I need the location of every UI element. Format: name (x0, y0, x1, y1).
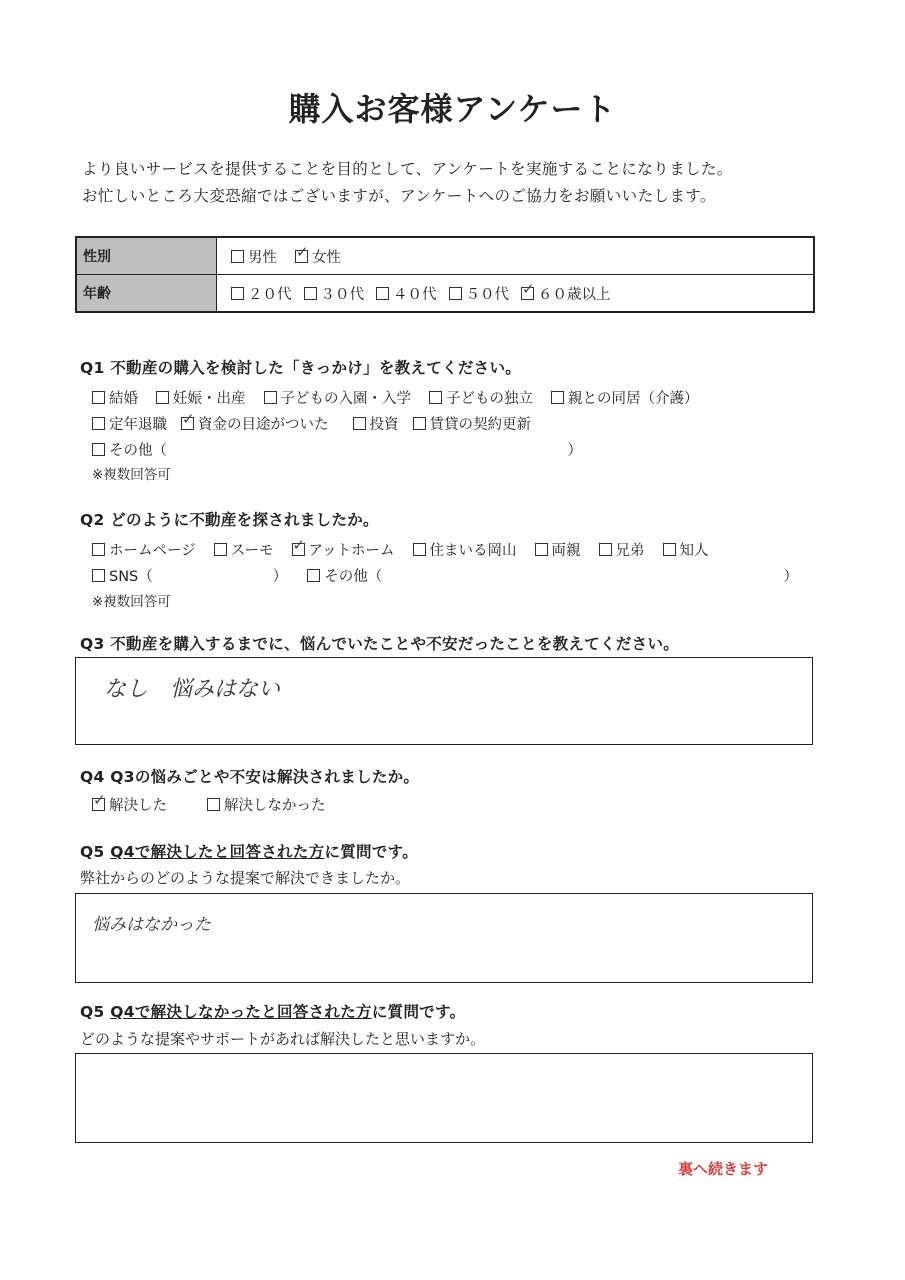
q1-row-3 (92, 439, 582, 460)
q2-option-homepage[interactable]: ホームページ (92, 539, 196, 560)
checkbox-checked-icon[interactable] (292, 543, 305, 556)
checkbox-icon[interactable] (307, 569, 320, 582)
q1-note: ※複数回答可 (92, 467, 171, 483)
q2-option-other[interactable]: その他（ (307, 565, 382, 586)
q1-other-close: ） (567, 443, 582, 459)
q2-option-suumo[interactable]: スーモ (214, 539, 274, 560)
q4-options (92, 794, 344, 815)
checkbox-icon[interactable] (92, 391, 105, 404)
q1-option-investment[interactable]: 投資 (353, 413, 399, 434)
page-title: 購入お客様アンケート (288, 90, 617, 128)
q1-option-marriage[interactable]: 結婚 (92, 387, 138, 408)
q5b-answer-box[interactable] (75, 1053, 813, 1143)
intro-line-2: お忙しいところ大変恐縮ではございますが、アンケートへのご協力をお願いいたします。 (82, 187, 716, 205)
checkbox-icon[interactable] (92, 569, 105, 582)
checkbox-icon[interactable] (353, 417, 366, 430)
q1-option-school[interactable]: 子どもの入園・入学 (264, 387, 412, 408)
checkbox-icon[interactable] (264, 391, 277, 404)
q2-option-siblings[interactable]: 兄弟 (599, 539, 645, 560)
checkbox-checked-icon[interactable] (295, 250, 308, 263)
q2-option-athome[interactable]: ✓ アットホーム (292, 539, 395, 560)
checkbox-icon[interactable] (551, 391, 564, 404)
q1-row-1 (92, 387, 699, 408)
q1-option-parents[interactable]: 親との同居（介護） (551, 387, 699, 408)
q1-option-lease-renewal[interactable]: 賃貸の契約更新 (413, 413, 532, 434)
q5b-subtitle: どのような提案やサポートがあれば解決したと思いますか。 (80, 1030, 486, 1048)
q1-title: Q1 不動産の購入を検討した「きっかけ」を教えてください。 (80, 359, 522, 377)
q2-sns-close: ） (272, 569, 288, 585)
q1-option-pregnancy[interactable]: 妊娠・出産 (156, 387, 246, 408)
q5a-answer-box[interactable] (75, 893, 813, 983)
checkbox-icon[interactable] (449, 287, 462, 300)
q2-note: ※複数回答可 (92, 594, 171, 610)
q2-title: Q2 どのように不動産を探されましたか。 (80, 511, 379, 529)
age-option-30s[interactable]: ３０代 (304, 283, 365, 304)
checkbox-icon[interactable] (376, 287, 389, 300)
checkbox-icon[interactable] (231, 287, 244, 300)
q5a-subtitle: 弊社からのどのような提案で解決できましたか。 (80, 869, 411, 887)
q2-option-acquaintance[interactable]: 知人 (663, 539, 709, 560)
checkbox-icon[interactable] (92, 543, 105, 556)
demographics-table (75, 236, 815, 313)
checkbox-icon[interactable] (92, 443, 105, 456)
checkbox-icon[interactable] (214, 543, 227, 556)
q4-option-resolved[interactable]: ✓ 解決した (92, 794, 167, 815)
q1-option-independence[interactable]: 子どもの独立 (429, 387, 533, 408)
checkbox-checked-icon[interactable] (521, 287, 534, 300)
age-option-50s[interactable]: ５０代 (449, 283, 510, 304)
age-label: 年齢 (77, 275, 217, 311)
checkbox-icon[interactable] (156, 391, 169, 404)
age-option-20s[interactable]: ２０代 (231, 283, 292, 304)
gender-option-male[interactable]: 男性 (231, 246, 277, 267)
q1-option-retirement[interactable]: 定年退職 (92, 413, 167, 434)
checkbox-icon[interactable] (231, 250, 244, 263)
q3-handwritten-answer: なし 悩みはない (104, 677, 281, 702)
checkbox-icon[interactable] (207, 798, 220, 811)
checkbox-icon[interactable] (663, 543, 676, 556)
q2-row-2 (92, 565, 798, 586)
checkbox-icon[interactable] (535, 543, 548, 556)
gender-label: 性別 (77, 238, 217, 274)
q5a-handwritten-answer: 悩みはなかった (92, 915, 211, 935)
checkbox-icon[interactable] (413, 543, 426, 556)
checkbox-icon[interactable] (304, 287, 317, 300)
continue-on-back-note: 裏へ続きます (678, 1160, 769, 1178)
q2-option-parents[interactable]: 両親 (535, 539, 581, 560)
q2-option-sns[interactable]: SNS（ (92, 565, 153, 586)
q2-row-1 (92, 539, 709, 560)
gender-option-female[interactable]: ✓ 女性 (295, 246, 341, 267)
q4-option-not-resolved[interactable]: 解決しなかった (207, 794, 326, 815)
checkbox-checked-icon[interactable] (181, 417, 194, 430)
age-option-40s[interactable]: ４０代 (376, 283, 437, 304)
q5a-title: Q5 Q4で解決したと回答された方に質問です。 (80, 843, 419, 861)
gender-row (77, 238, 813, 274)
checkbox-icon[interactable] (413, 417, 426, 430)
age-row (77, 274, 813, 311)
q3-answer-box[interactable] (75, 657, 813, 745)
checkbox-icon[interactable] (92, 417, 105, 430)
q3-title: Q3 不動産を購入するまでに、悩んでいたことや不安だったことを教えてください。 (80, 635, 680, 653)
checkbox-icon[interactable] (599, 543, 612, 556)
checkbox-checked-icon[interactable] (92, 798, 105, 811)
checkbox-icon[interactable] (429, 391, 442, 404)
q4-title: Q4 Q3の悩みごとや不安は解決されましたか。 (80, 768, 420, 786)
age-option-60plus[interactable]: ✓ ６０歳以上 (521, 283, 611, 304)
q1-row-2 (92, 413, 549, 434)
q2-other-close: ） (783, 569, 798, 585)
q2-option-sumairu-okayama[interactable]: 住まいる岡山 (413, 539, 517, 560)
q1-option-other[interactable]: その他（ (92, 439, 167, 460)
q5b-title: Q5 Q4で解決しなかったと回答された方に質問です。 (80, 1003, 466, 1021)
q1-option-funds[interactable]: ✓ 資金の目途がついた (181, 413, 329, 434)
intro-line-1: より良いサービスを提供することを目的として、アンケートを実施することになりました。 (82, 160, 733, 178)
